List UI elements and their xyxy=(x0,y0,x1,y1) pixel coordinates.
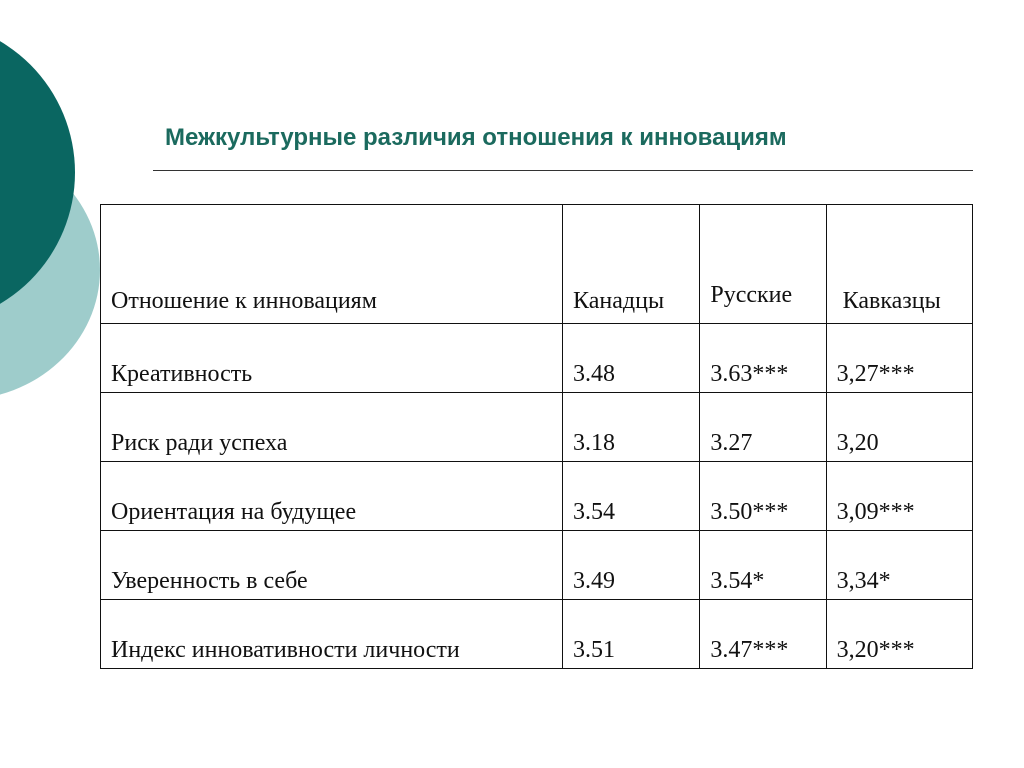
header-russians xyxy=(700,205,826,324)
header-attitude: Отношение к инновациям xyxy=(101,205,563,324)
value-russians: 3.27 xyxy=(700,393,826,462)
table-row xyxy=(101,324,973,393)
table-row xyxy=(101,531,973,600)
header-russians-label: Русские xyxy=(710,282,793,308)
comparison-table xyxy=(100,204,973,669)
row-label: Риск ради успеха xyxy=(101,393,563,462)
row-label: Уверенность в себе xyxy=(101,531,563,600)
value-canadians: 3.48 xyxy=(563,324,700,393)
header-caucasians xyxy=(826,205,972,324)
table-row xyxy=(101,462,973,531)
value-canadians: 3.49 xyxy=(563,531,700,600)
value-canadians: 3.18 xyxy=(563,393,700,462)
value-caucasians: 3,09*** xyxy=(826,462,972,531)
value-caucasians: 3,20 xyxy=(826,393,972,462)
table-header-row xyxy=(101,205,973,324)
value-caucasians: 3,27*** xyxy=(826,324,972,393)
value-caucasians: 3,20*** xyxy=(826,600,972,669)
row-label: Ориентация на будущее xyxy=(101,462,563,531)
header-caucasians-label: Кавказцы xyxy=(842,288,941,314)
value-canadians: 3.51 xyxy=(563,600,700,669)
value-caucasians: 3,34* xyxy=(826,531,972,600)
title-divider xyxy=(153,170,973,171)
table-row xyxy=(101,393,973,462)
table-row xyxy=(101,600,973,669)
value-canadians: 3.54 xyxy=(563,462,700,531)
value-russians: 3.54* xyxy=(700,531,826,600)
row-label: Индекс инновативности личности xyxy=(101,600,563,669)
slide-title: Межкультурные различия отношения к инновациям xyxy=(165,124,787,151)
header-canadians: Канадцы xyxy=(563,205,700,324)
value-russians: 3.50*** xyxy=(700,462,826,531)
value-russians: 3.47*** xyxy=(700,600,826,669)
value-russians: 3.63*** xyxy=(700,324,826,393)
row-label: Креативность xyxy=(101,324,563,393)
